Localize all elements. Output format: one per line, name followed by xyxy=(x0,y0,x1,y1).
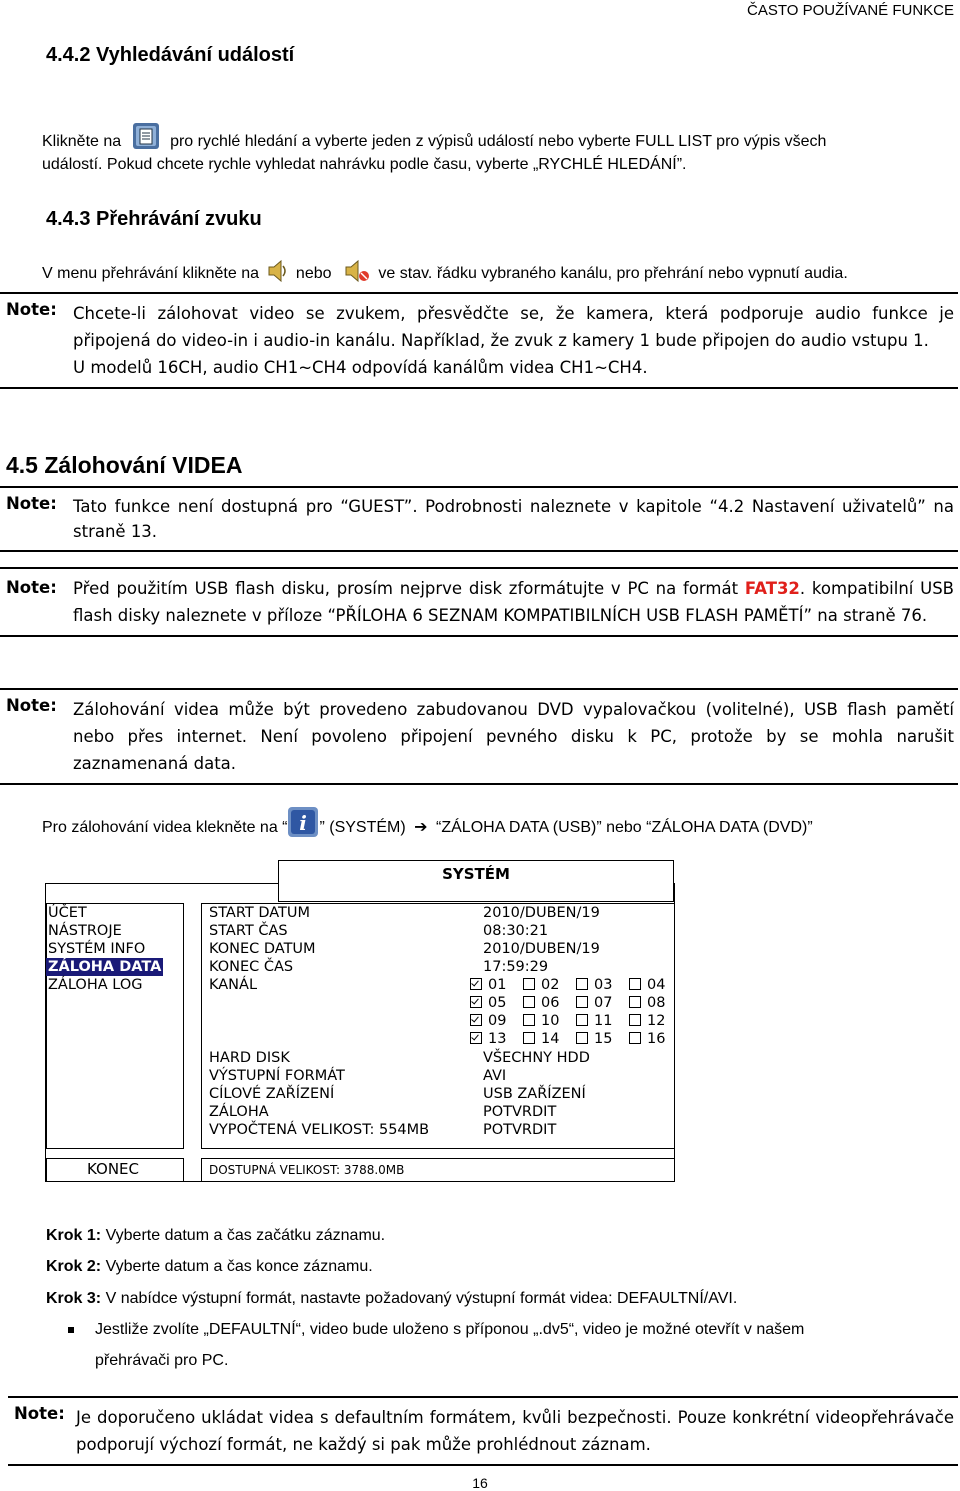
label-vypoctena-velikost: VYPOČTENÁ VELIKOST: 554MB xyxy=(209,1122,430,1138)
note-audio xyxy=(0,292,958,389)
note-text: Je doporučeno ukládat videa s defaultním formátem, kvůli bezpečnosti. Pouze konkrétní videopřehrávače podporují výchozí formát, ne každý si pak může prohlédnout záznam. xyxy=(76,1408,954,1454)
heading-4-5: 4.5 Zálohování VIDEA xyxy=(6,452,243,478)
running-header: ČASTO POUŽÍVANÉ FUNKCE xyxy=(747,2,954,19)
info-icon xyxy=(287,806,319,843)
channel-number: 11 xyxy=(594,1013,613,1029)
channel-01-checkbox[interactable] xyxy=(470,976,506,994)
label-start-cas: START ČAS xyxy=(209,923,288,939)
available-size: DOSTUPNÁ VELIKOST: 3788.0MB xyxy=(209,1163,405,1177)
unchecked-box-icon xyxy=(523,1014,535,1026)
bullet-icon xyxy=(68,1327,74,1333)
step-1: Krok 1: Vyberte datum a čas začátku záznamu. xyxy=(46,1227,386,1244)
checked-box-icon xyxy=(470,978,482,990)
value-cilove-zarizeni[interactable]: USB ZAŘÍZENÍ xyxy=(483,1086,586,1102)
para-4-4-2-line2: událostí. Pokud chcete rychle vyhledat nahrávku podle času, vyberte „RYCHLÉ HLEDÁNÍ”. xyxy=(42,156,687,173)
note-text xyxy=(73,575,954,629)
channel-number: 01 xyxy=(488,977,507,993)
channel-10-checkbox[interactable] xyxy=(523,1012,559,1030)
text: ve stav. řádku vybraného kanálu, pro přehrání nebo vypnutí audia. xyxy=(378,265,848,282)
para-4-4-2-line1 xyxy=(42,122,826,155)
channel-number: 02 xyxy=(541,977,560,993)
channel-number: 07 xyxy=(594,995,613,1011)
unchecked-box-icon xyxy=(523,996,535,1008)
heading-4-4-3: 4.4.3 Přehrávání zvuku xyxy=(46,208,262,230)
speaker-icon xyxy=(267,258,289,289)
heading-4-4-2: 4.4.2 Vyhledávání událostí xyxy=(46,44,295,66)
svg-text:i: i xyxy=(299,811,308,835)
value-zaloha[interactable]: POTVRDIT xyxy=(483,1104,557,1120)
label-hard-disk: HARD DISK xyxy=(209,1050,290,1066)
unchecked-box-icon xyxy=(629,978,641,990)
note-label: Note: xyxy=(6,696,57,715)
channel-number: 05 xyxy=(488,995,507,1011)
channel-number: 08 xyxy=(647,995,666,1011)
channel-14-checkbox[interactable] xyxy=(523,1030,559,1048)
text: “ZÁLOHA DATA (USB)” nebo “ZÁLOHA DATA (DVD)” xyxy=(436,819,813,836)
channel-07-checkbox[interactable] xyxy=(576,994,612,1012)
unchecked-box-icon xyxy=(523,978,535,990)
unchecked-box-icon xyxy=(576,1032,588,1044)
note-usb xyxy=(0,567,958,637)
menu-item-ucet[interactable]: ÚČET xyxy=(48,905,87,921)
note-text: Chcete-li zálohovat video se zvukem, přesvědčte se, že kamera, která podporuje audio funkce je připojená do video-in i audio-in kanálu. Například, že zvuk z kamery 1 bude připojen do audio vstupu 1. xyxy=(73,304,954,350)
text: Klikněte na xyxy=(42,133,122,150)
channel-02-checkbox[interactable] xyxy=(523,976,559,994)
note-label: Note: xyxy=(6,578,57,597)
note-text-2: U modelů 16CH, audio CH1~CH4 odpovídá kanálům videa CH1~CH4. xyxy=(73,358,648,377)
para-4-4-3 xyxy=(42,258,848,289)
channel-06-checkbox[interactable] xyxy=(523,994,559,1012)
menu-item-system-info[interactable]: SYSTÉM INFO xyxy=(48,941,146,957)
page-number: 16 xyxy=(472,1475,488,1491)
unchecked-box-icon xyxy=(576,1014,588,1026)
unchecked-box-icon xyxy=(629,1032,641,1044)
step-2: Krok 2: Vyberte datum a čas konce záznamu. xyxy=(46,1258,373,1275)
channel-number: 16 xyxy=(647,1031,666,1047)
channel-12-checkbox[interactable] xyxy=(629,1012,665,1030)
channel-number: 13 xyxy=(488,1031,507,1047)
channel-04-checkbox[interactable] xyxy=(629,976,665,994)
channel-16-checkbox[interactable] xyxy=(629,1030,665,1048)
unchecked-box-icon xyxy=(629,996,641,1008)
backup-instruction xyxy=(42,806,813,843)
note-text-a: Před použitím USB flash disku, prosím nejprve disk zformátujte v PC na formát xyxy=(73,579,745,598)
label-kanal: KANÁL xyxy=(209,977,258,993)
bullet-line-2: přehrávači pro PC. xyxy=(95,1352,229,1369)
checked-box-icon xyxy=(470,996,482,1008)
label-vystupni-format: VÝSTUPNÍ FORMÁT xyxy=(209,1068,345,1084)
note-guest xyxy=(0,486,958,552)
channel-number: 10 xyxy=(541,1013,560,1029)
text: Pro zálohování videa klekněte na “ xyxy=(42,819,288,836)
channel-09-checkbox[interactable] xyxy=(470,1012,506,1030)
unchecked-box-icon xyxy=(576,996,588,1008)
menu-title: SYSTÉM xyxy=(278,860,674,902)
value-vypoctena-velikost[interactable]: POTVRDIT xyxy=(483,1122,557,1138)
text: ” (SYSTÉM) xyxy=(319,819,406,836)
channel-03-checkbox[interactable] xyxy=(576,976,612,994)
channel-number: 12 xyxy=(647,1013,666,1029)
text: V menu přehrávání klikněte na xyxy=(42,265,260,282)
arrow-icon: ➔ xyxy=(414,819,428,836)
channel-number: 15 xyxy=(594,1031,613,1047)
note-text-b: . kompatibilní USB flash disky naleznete v příloze “PŘÍLOHA 6 SEZNAM KOMPATIBILNÍCH USB FLASH PAMĚTÍ” na straně 76. xyxy=(73,579,955,625)
note-text: Tato funkce není dostupná pro “GUEST”. Podrobnosti naleznete v kapitole “4.2 Nastavení uživatelů” na straně 13. xyxy=(73,497,954,541)
label-zaloha: ZÁLOHA xyxy=(209,1104,269,1120)
note-label: Note: xyxy=(6,494,57,513)
value-konec-datum[interactable]: 2010/DUBEN/19 xyxy=(483,941,600,957)
text: nebo xyxy=(295,265,332,282)
channel-number: 09 xyxy=(488,1013,507,1029)
fat32-highlight: FAT32 xyxy=(744,579,800,598)
label-start-datum: START DATUM xyxy=(209,905,311,921)
system-backup-menu xyxy=(45,858,675,1182)
menu-item-zaloha-log[interactable]: ZÁLOHA LOG xyxy=(48,977,143,993)
channel-number: 03 xyxy=(594,977,613,993)
note-label: Note: xyxy=(6,300,57,319)
unchecked-box-icon xyxy=(576,978,588,990)
channel-05-checkbox[interactable] xyxy=(470,994,506,1012)
note-text: Zálohování videa může být provedeno zabudovanou DVD vypalovačkou (volitelné), USB flash pamětí nebo přes internet. Není povoleno připojení pevného disku k PC, protože by se mohla narušit zaznamenaná data. xyxy=(73,700,954,773)
label-cilove-zarizeni: CÍLOVÉ ZAŘÍZENÍ xyxy=(209,1086,335,1102)
label-konec-cas: KONEC ČAS xyxy=(209,959,294,975)
unchecked-box-icon xyxy=(523,1032,535,1044)
menu-item-nastroje[interactable]: NÁSTROJE xyxy=(48,923,122,939)
channel-15-checkbox[interactable] xyxy=(576,1030,612,1048)
value-start-cas[interactable]: 08:30:21 xyxy=(483,923,549,939)
note-default-format xyxy=(8,1396,958,1466)
bullet-line-1: Jestliže zvolíte „DEFAULTNÍ“, video bude uloženo s příponou „.dv5“, video je možné otevřít v našem xyxy=(95,1321,805,1338)
value-start-datum[interactable]: 2010/DUBEN/19 xyxy=(483,905,600,921)
checked-box-icon xyxy=(470,1014,482,1026)
value-konec-cas[interactable]: 17:59:29 xyxy=(483,959,549,975)
channel-13-checkbox[interactable] xyxy=(470,1030,506,1048)
speaker-mute-icon xyxy=(344,258,370,289)
label-konec-datum: KONEC DATUM xyxy=(209,941,316,957)
channel-11-checkbox[interactable] xyxy=(576,1012,612,1030)
step-3: Krok 3: V nabídce výstupní formát, nastavte požadovaný výstupní formát videa: DEFAULTNÍ/AVI. xyxy=(46,1290,738,1307)
menu-item-zaloha-data[interactable]: ZÁLOHA DATA xyxy=(48,959,162,975)
checked-box-icon xyxy=(470,1032,482,1044)
note-label: Note: xyxy=(14,1404,65,1423)
exit-button[interactable]: KONEC xyxy=(87,1160,139,1178)
channel-number: 06 xyxy=(541,995,560,1011)
text: pro rychlé hledání a vyberte jeden z výpisů událostí nebo vyberte FULL LIST pro výpis všech xyxy=(170,133,827,150)
channel-number: 14 xyxy=(541,1031,560,1047)
channel-number: 04 xyxy=(647,977,666,993)
event-list-icon xyxy=(132,122,160,155)
note-backup xyxy=(0,688,958,785)
unchecked-box-icon xyxy=(629,1014,641,1026)
channel-08-checkbox[interactable] xyxy=(629,994,665,1012)
value-vystupni-format[interactable]: AVI xyxy=(483,1068,507,1084)
value-hard-disk[interactable]: VŠECHNY HDD xyxy=(483,1050,590,1066)
